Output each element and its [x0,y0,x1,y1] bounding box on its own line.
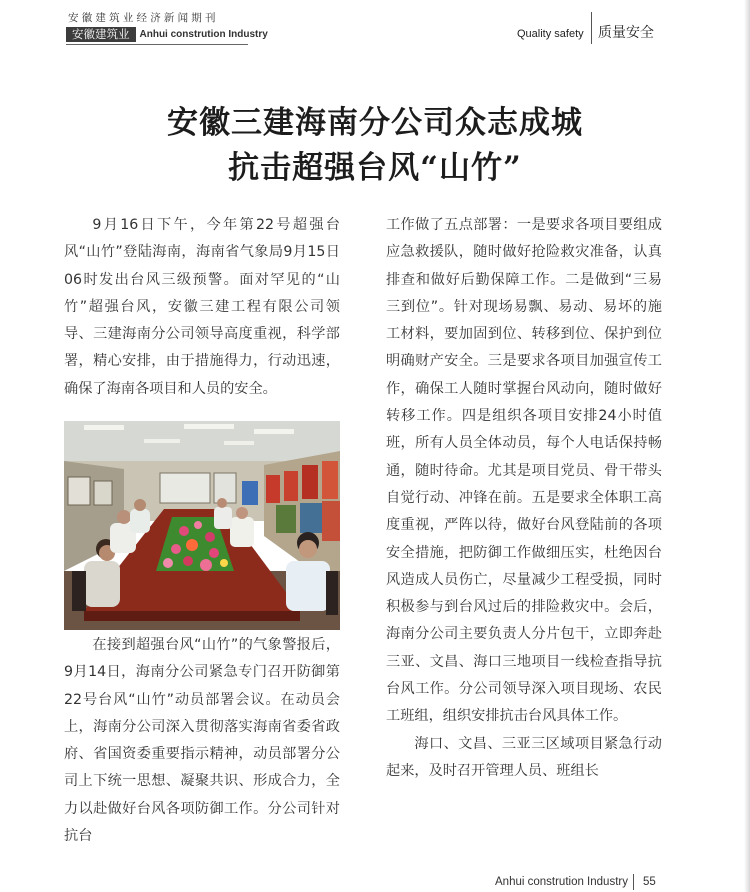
paragraph-1: 9月16日下午，今年第22号超强台风“山竹”登陆海南，海南省气象局9月15日06时发出台风三级预警。面对罕见的“山竹”超强台风，安徽三建工程有限公司领导、三建海南分公司领导高度重视，科学部署，精心安排，由于措施得力，行动迅速，确保了海南各项目和人员的安全。 [64,217,340,397]
logo-en: Anhui constrution Industry [139,29,268,40]
article-column-right [386,212,662,785]
article-title-line2: 抗击超强台风“山竹” [228,150,522,186]
paragraph-2-continued: 工作做了五点部署：一是要求各项目要组成应急救援队，随时做好抢险救灾准备，认真排查和做好后勤保障工作。二是做到“三易三到位”。针对现场易飘、易动、易坏的施工材料，要加固到位、转移到位、保护到位明确财产安全。三是要求各项目加强宣传工作，确保工人随时掌握台风动向，随时做好转移工作。四是组织各项目安排24小时值班，所有人员全体动员，每个人电话保持畅通，随时待命。尤其是项目党员、骨干带头自觉行动、冲锋在前。五是要求全体职工高度重视，严阵以待，做好台风登陆前的各项安全措施，把防御工作做细压实，杜绝因台风造成人员伤亡，尽量减少工程受损，同时积极参与到台风过后的排险救灾中。会后，海南分公司主要负责人分片包干，立即奔赴三亚、文昌、海口三地项目一线检查指导抗台风工作。分公司领导深入项目现场、农民工班组，组织安排抗击台风具体工作。 [386,217,662,725]
footer-magazine-name: Anhui constrution Industry [495,876,628,888]
magazine-name: 安徽建筑业经济新闻期刊 [68,12,219,24]
article-column-left-bottom [64,632,340,850]
logo-cn: 安徽建筑业 [66,27,136,42]
header-rule [66,44,248,45]
magazine-logo [66,27,268,42]
section-label-en: Quality safety [517,28,584,40]
article-column-left-top [64,212,340,403]
article-title-line1: 安徽三建海南分公司众志成城 [167,105,583,141]
page-number: 55 [643,876,656,888]
section-label-cn: 质量安全 [598,25,654,41]
header-divider [591,12,592,44]
footer-divider [633,874,634,890]
paragraph-3: 海口、文昌、三亚三区域项目紧急行动起来，及时召开管理人员、班组长 [386,735,662,779]
paragraph-2: 在接到超强台风“山竹”的气象警报后，9月14日，海南分公司紧急专门召开防御第22号台风“山竹”动员部署会议。在动员会上，海南分公司深入贯彻落实海南省委省政府、省国资委重要指示精神，动员部署分公司上下统一思想、凝聚共识、形成合力，全力以赴做好台风各项防御工作。分公司针对抗台 [64,637,340,845]
meeting-photo [64,421,340,630]
